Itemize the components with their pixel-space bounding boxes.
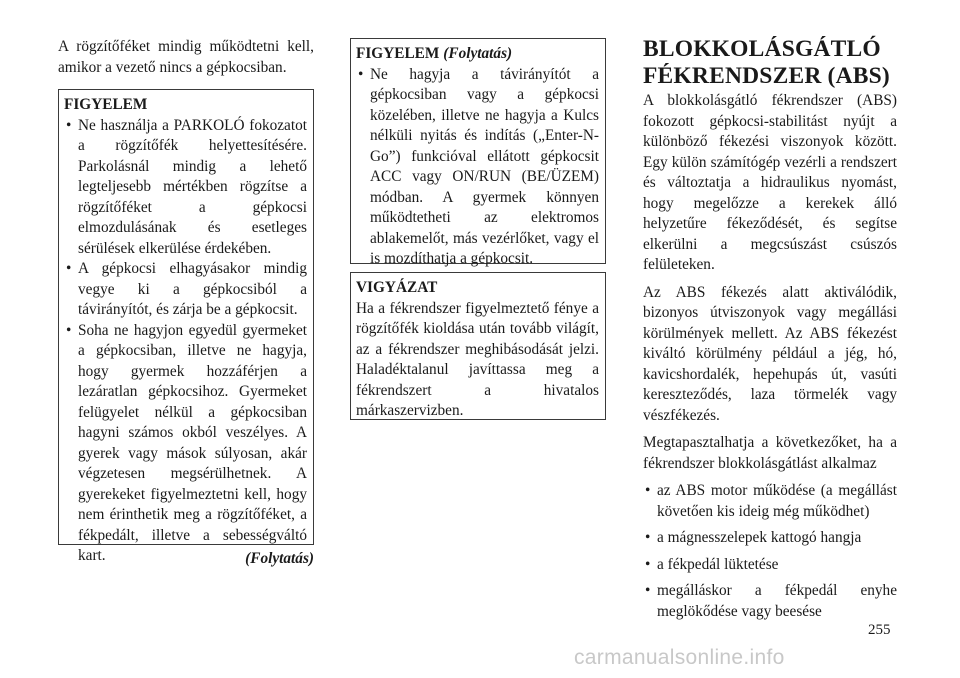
warning-list	[64, 116, 307, 567]
section-heading	[643, 36, 897, 90]
warning-title: FIGYELEM	[64, 96, 148, 113]
column-left	[58, 0, 314, 570]
abs-paragraph-2: Az ABS fékezés alatt aktiválódik, bizonyos útviszonyok vagy megállási körülmények mellett. Az ABS fékezést kiváltó körülmény például a jég, hó, kavicshordalék, hepehupás út, vasúti kereszteződés, laza törmelék vagy vészfékezés.	[643, 283, 897, 424]
column-right	[643, 0, 897, 622]
abs-paragraph-1: A blokkolásgátló fékrendszer (ABS) fokozott gépkocsi-stabilitást nyújt a különböző fékezési viszonyok között. Egy külön számítógép vezérli a rendszert és változtatja a hidraulikus nyomást, hogy megelőzze a kerekek álló helyzetűre fékeződését, és segítse elkerülni a megcsúszást csúszós felületeken.	[643, 92, 897, 273]
page-number: 255	[868, 622, 891, 638]
warning-continued-title-text: FIGYELEM	[356, 45, 440, 62]
watermark: carmanualsonline.info	[574, 646, 785, 669]
warning-continued-list	[356, 65, 599, 270]
warning-item: • Soha ne hagyjon egyedül gyermeket a gépkocsiban, illetve ne hagyja, hogy gyermek hozzáférjen a lezáratlan gépkocsihoz. Gyermeket felügyelet nélkül a gépkocsiban hagyni számos okból veszélyes. A gyerek vagy mások súlyosan, akár végzetesen megsérülhetnek. A gyerekeket figyelmeztetni kell, hogy nem érinthetik meg a rögzítőféket, a fékpedált, illetve a sebességváltó kart.	[64, 321, 307, 567]
heading-line-2: FÉKRENDSZER (ABS)	[643, 63, 890, 89]
caution-text: Ha a fékrendszer figyelmeztető fénye a rögzítőfék kioldása után tovább világít, az a fékrendszer meghibásodását jelzi. Haladéktalanul javíttassa meg a fékrendszert a hivatalos márkaszervizben.	[356, 299, 599, 419]
warning-continued-subtitle: (Folytatás)	[443, 45, 513, 62]
abs-effect-item: • az ABS motor működése (a megállást követően kis ideig még működhet)	[643, 481, 897, 522]
heading-line-1: BLOKKOLÁSGÁTLÓ	[643, 36, 881, 62]
continued-label: (Folytatás)	[245, 550, 314, 567]
column-middle	[350, 0, 606, 420]
intro-paragraph: A rögzítőféket mindig működtetni kell, amikor a vezető nincs a gépkocsiban.	[58, 38, 314, 76]
abs-effect-item: • a fékpedál lüktetése	[643, 555, 897, 576]
abs-effect-item: • a mágnesszelepek kattogó hangja	[643, 528, 897, 549]
caution-title: VIGYÁZAT	[356, 279, 438, 296]
warning-continued-box	[350, 38, 606, 267]
warning-item: • Ne használja a PARKOLÓ fokozatot a rögzítőfék helyettesítésére. Parkolásnál mindig a lehető legteljesebb mértékben rögzítse a rögzítőféket a gépkocsi elmozdulásának és esetleges sérülések elkerülése érdekében.	[64, 116, 307, 260]
abs-effects-list	[643, 481, 897, 622]
abs-effect-item: • megálláskor a fékpedál enyhe meglökődése vagy beesése	[643, 581, 897, 622]
warning-item: • Ne hagyja a távirányítót a gépkocsiban vagy a gépkocsi közelében, illetve ne hagyja a Kulcs nélküli nyitás és indítás („Enter-N-Go”) funkcióval ellátott gépkocsit ACC vagy ON/RUN (BE/ÜZEM) módban. A gyermek könnyen működtetheti az elektromos ablakemelőt, más vezérlőket, vagy el is mozdíthatja a gépkocsit.	[356, 65, 599, 270]
caution-box	[350, 272, 606, 420]
warning-item: • A gépkocsi elhagyásakor mindig vegye ki a gépkocsiból a távirányítót, és zárja be a gépkocsit.	[64, 259, 307, 321]
warning-continued-title	[356, 44, 599, 65]
abs-paragraph-3: Megtapasztalhatja a következőket, ha a fékrendszer blokkolásgátlást alkalmaz	[643, 434, 897, 472]
